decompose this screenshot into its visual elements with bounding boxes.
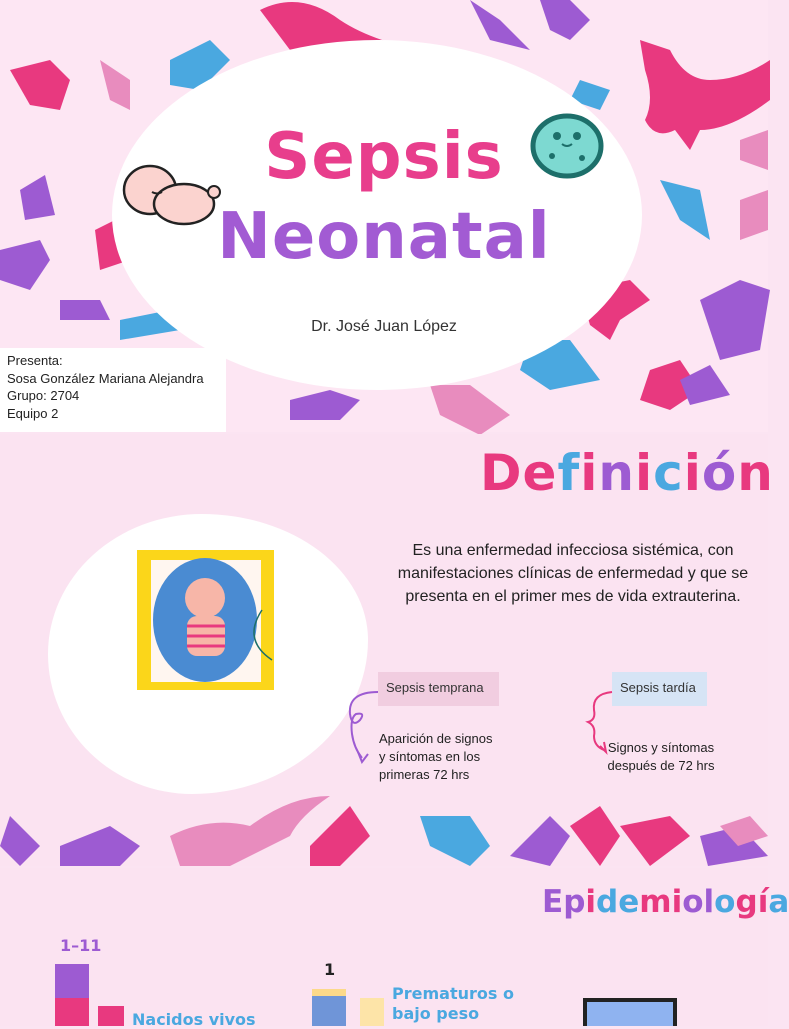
early-sepsis-tag: Sepsis temprana: [378, 672, 499, 706]
stat1-value: 1–11: [60, 936, 102, 955]
stat1-bar-small: [98, 1006, 124, 1026]
definition-title: [480, 444, 774, 502]
early-sepsis-description: [379, 730, 492, 784]
newborn-illustration: [137, 550, 274, 690]
cover-slide: [0, 0, 768, 432]
title-letter: i: [580, 444, 599, 502]
desc-line: primeras 72 hrs: [379, 767, 470, 782]
title-letter: e: [522, 444, 558, 502]
desc-line: Aparición de signos: [379, 731, 493, 746]
definition-slide: [0, 434, 774, 866]
cover-title-line1: Sepsis: [264, 120, 504, 194]
definition-text: Es una enfermedad infecciosa sistémica, con manifestaciones clínicas de enfermedad y que se presenta en el primer mes de vida extrauterina.: [397, 542, 749, 605]
stat2-value: 1: [324, 960, 336, 979]
stat2-label-line: bajo peso: [392, 1004, 480, 1023]
title-letter: ó: [701, 444, 738, 502]
stat2-label: [392, 984, 514, 1024]
title-letter: p: [563, 884, 586, 920]
stat2-bar-small: [360, 998, 384, 1026]
presenter-team: Equipo 2: [7, 405, 59, 421]
title-letter: c: [653, 444, 684, 502]
title-letter: e: [618, 884, 640, 920]
title-letter: d: [596, 884, 619, 920]
title-letter: i: [671, 884, 683, 920]
cover-title-line2: Neonatal: [217, 200, 551, 274]
title-letter: n: [598, 444, 635, 502]
desc-line: y síntomas en los: [379, 749, 481, 764]
title-letter: m: [639, 884, 672, 920]
title-letter: f: [557, 444, 581, 502]
title-letter: í: [757, 884, 769, 920]
title-letter: o: [714, 884, 736, 920]
title-letter: D: [480, 444, 523, 502]
late-sepsis-tag: Sepsis tardía: [612, 672, 707, 706]
title-letter: g: [735, 884, 758, 920]
incubator-icon: [583, 998, 677, 1026]
dinosaur-pattern-bottom: [0, 796, 768, 866]
epidemiology-title: [542, 884, 789, 920]
presenter-label: Presenta:: [7, 353, 63, 368]
stat2-bar: [312, 989, 346, 1026]
stat1-label: Nacidos vivos: [132, 1010, 256, 1029]
presenter-group: Grupo: 2704: [7, 388, 80, 403]
cover-author: Dr. José Juan López: [311, 318, 457, 335]
curly-arrow-icon: [342, 686, 382, 766]
desc-line: Signos y síntomas: [607, 740, 715, 755]
desc-line: después de 72 hrs: [607, 758, 715, 773]
title-letter: i: [585, 884, 597, 920]
title-letter: i: [634, 444, 654, 502]
title-letter: E: [542, 884, 564, 920]
presenter-name: Sosa González Mariana Alejandra: [7, 370, 204, 386]
title-letter: n: [737, 444, 774, 502]
title-letter: l: [703, 884, 715, 920]
stat1-bar-lower: [55, 998, 89, 1026]
presenter-box: [0, 348, 226, 432]
epidemiology-slide: [0, 868, 789, 1029]
stat2-label-line: Prematuros o: [392, 984, 514, 1003]
title-letter: o: [682, 884, 704, 920]
title-letter: i: [683, 444, 702, 502]
title-letter: a: [768, 884, 789, 920]
late-sepsis-description: [600, 739, 722, 775]
